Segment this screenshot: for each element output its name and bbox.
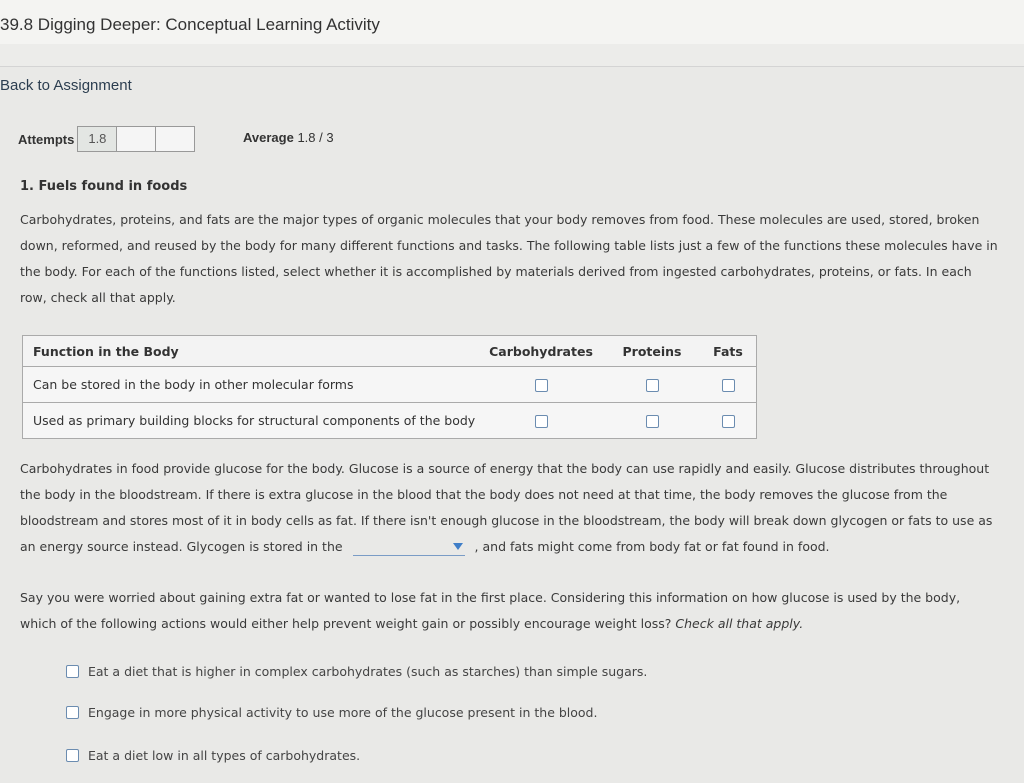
option-2-checkbox[interactable] [66, 706, 79, 719]
option-1-label: Eat a diet that is higher in complex carbohydrates (such as starches) than simple sugars. [88, 664, 648, 679]
table-header-row [23, 336, 757, 367]
list-item[interactable] [66, 664, 647, 679]
question2-instruction: Check all that apply. [675, 616, 804, 631]
question-title: 1. Fuels found in foods [20, 179, 188, 194]
attempts-row [18, 125, 195, 153]
back-to-assignment-link[interactable]: Back to Assignment [0, 77, 132, 94]
row2-proteins-checkbox[interactable] [646, 415, 659, 428]
attempt-2-score [116, 126, 156, 152]
question2-prompt [20, 585, 1000, 637]
average-label: Average [243, 130, 294, 145]
header-carbohydrates: Carbohydrates [478, 336, 604, 367]
question-intro: Carbohydrates, proteins, and fats are the major types of organic molecules that your body removes from food. These molecules are used, stored, broken down, reformed, and reused by the body for many different functions and tasks. The following table lists just a few of the functions these molecules have in the body. For each of the functions listed, select whether it is accomplished by materials derived from ingested carbohydrates, proteins, or fats. In each row, check all that apply. [20, 212, 998, 305]
row1-fats-checkbox[interactable] [722, 379, 735, 392]
table-row [23, 403, 757, 439]
glycogen-location-dropdown[interactable] [353, 539, 465, 556]
row-function-label: Can be stored in the body in other molecular forms [23, 367, 479, 403]
list-item[interactable] [66, 748, 360, 763]
passage-text-before: Carbohydrates in food provide glucose for the body. Glucose is a source of energy that the body can use rapidly and easily. Glucose distributes throughout the body in the bloodstream. If there is extra glucose in the blood that the body does not need at that time, the body removes the glucose from the bloodstream and stores most of it in body cells as fat. If there isn't enough glucose in the bloodstream, the body will break down glycogen or fats to use as an energy source instead. Glycogen is stored in the [20, 461, 993, 554]
average-value: 1.8 / 3 [297, 130, 334, 145]
question2-text: Say you were worried about gaining extra fat or wanted to lose fat in the first place. Considering this information on how glucose is used by the body, which of the following actions would either help prevent weight gain or possibly encourage weight loss? [20, 590, 961, 631]
dropdown-arrow-icon [453, 543, 463, 550]
glucose-passage [20, 456, 1000, 560]
row2-carbohydrates-checkbox[interactable] [535, 415, 548, 428]
attempt-3-score [155, 126, 195, 152]
header-function: Function in the Body [23, 336, 479, 367]
option-1-checkbox[interactable] [66, 665, 79, 678]
page-title: 39.8 Digging Deeper: Conceptual Learning Activity [0, 15, 380, 34]
header-fats: Fats [700, 336, 757, 367]
option-2-label: Engage in more physical activity to use more of the glucose present in the blood. [88, 705, 598, 720]
list-item[interactable] [66, 705, 597, 720]
sub-header-bar [0, 44, 1024, 67]
row1-carbohydrates-checkbox[interactable] [535, 379, 548, 392]
average-score [243, 130, 334, 145]
option-3-checkbox[interactable] [66, 749, 79, 762]
attempt-1-score: 1.8 [77, 126, 117, 152]
page-header [0, 0, 1024, 45]
option-3-label: Eat a diet low in all types of carbohydrates. [88, 748, 361, 763]
row1-proteins-checkbox[interactable] [646, 379, 659, 392]
functions-table [22, 335, 757, 439]
header-proteins: Proteins [604, 336, 700, 367]
row-function-label: Used as primary building blocks for structural components of the body [23, 403, 479, 439]
attempts-label: Attempts [18, 131, 75, 147]
table-row [23, 367, 757, 403]
row2-fats-checkbox[interactable] [722, 415, 735, 428]
passage-text-after: , and fats might come from body fat or fat found in food. [474, 539, 830, 554]
